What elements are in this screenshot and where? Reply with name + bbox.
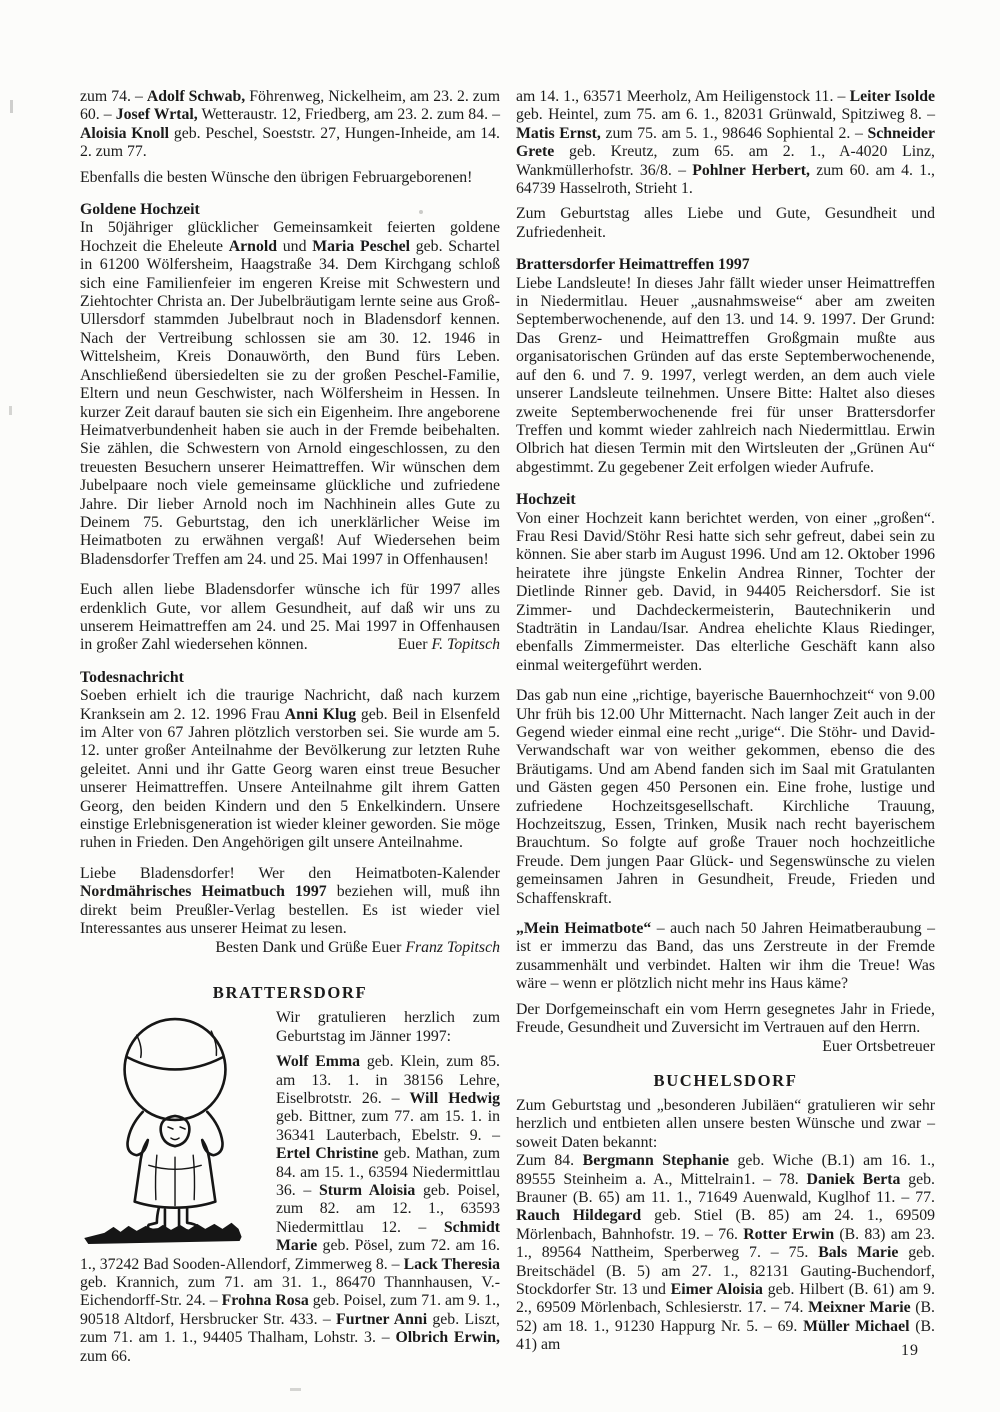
page-number: 19	[901, 1342, 919, 1359]
scan-artifact	[10, 100, 13, 113]
brattersdorf-birthdays-paragraph: Wolf Emma geb. Klein, zum 85. am 13. 1. in 38156 Lehre, Eiselbrotstr. 26. – Will Hedwig geb. Bittner, zum 77. am 15. 1. in 36341 Lauterbach, Ebelstr. 9. – Ertel Christine geb. Mathan, zum 84. am 15. 1., 63594 Niedermittlau 36. – Sturm Aloisia geb. Poisel, zum 82. am 12. 1., 63593 Niedermittlau 12. – Schmidt Marie geb. Pösel, zum 72. am 16. 1., 37242 Bad Sooden-Allendorf, Zimmerweg 8. – Lack Theresia geb. Krannich, zum 71. am 31. 1., 86470 Thannhausen, V.-Eichendorff-Str. 24. – Frohna Rosa geb. Poisel, zum 71. am 9. 1., 90518 Altdorf, Hersbrucker Str. 433. – Furtner Anni geb. Liszt, zum 71. am 1. 1., 94405 Thalham, Lohstr. 3. – Olbrich Erwin, zum 66.	[80, 1053, 501, 1365]
heimatbote-paragraph: „Mein Heimatbote“ – auch nach 50 Jahren Heimatberaubung – ist er immerzu das Band, das uns Zerstreute in der Fremde zusammenhält und verbindet. Halten wir ihm die Treue! Was wäre – wenn er plötzlich nicht mehr ins Haus käme?	[516, 920, 935, 993]
blessing-text: Der Dorfgemeinschaft ein vom Herrn gesegnetes Jahr in Friede, Freude, Gesundheit und Zuversicht im Vertrauen auf den Herrn.	[516, 1000, 935, 1037]
heimattreffen-heading: Brattersdorfer Heimattreffen 1997	[516, 256, 750, 274]
atlas-figure-illustration	[80, 1013, 266, 1245]
january-birthdays-continued-paragraph: am 14. 1., 63571 Meerholz, Am Heiligenstock 11. – Leiter Isolde geb. Heintel, zum 75. am 6. 1., 82031 Grünwald, Spitziweg 8. – Matis Ernst, zum 75. am 5. 1., 98646 Sophiental 2. – Schneider Grete geb. Kreutz, zum 65. am 2. 1., A-4020 Linz, Wankmüllerhofstr. 36/8. – Pohlner Herbert, zum 60. am 4. 1., 64739 Hasselroth, Strieht 1.	[516, 88, 936, 198]
birthday-wishes-paragraph: Zum Geburtstag alles Liebe und Gute, Gesundheit und Zufriedenheit.	[516, 205, 935, 241]
right-column	[516, 88, 935, 1355]
scan-artifact	[9, 406, 12, 415]
buchelsdorf-birthdays-paragraph: Zum 84. Bergmann Stephanie geb. Wiche (B.1) am 16. 1., 89555 Steinheim a. A., Mittelrain1. – 78. Daniek Berta geb. Brauner (B. 65) am 11. 1., 71649 Auenwald, Kuglhof 11. – 77. Rauch Hildegard geb. Stiel (B. 85) am 24. 1., 69509 Mörlenbach, Bahnhofstr. 19. – 76. Rotter Erwin (B. 83) am 23. 1., 89564 Nattheim, Sperberweg 7. – 75. Bals Marie geb. Breitschädel (B. 5) am 27. 1., 82131 Gauting-Buchendorf, Stockdorfer Str. 13 und Eimer Aloisia geb. Hilbert (B. 61) am 9. 2., 69509 Mörlenbach, Schlesierstr. 17. – 74. Meixner Marie (B. 52) am 18. 1., 91230 Happurg Nr. 5. – 69. Müller Michael (B. 41) am	[516, 1152, 936, 1354]
ortsbetreuer-signature: Euer Ortsbetreuer	[822, 1037, 935, 1055]
thanks-signature-line: Besten Dank und Grüße Euer Franz Topitsch	[215, 939, 500, 957]
february-wishes-paragraph: Ebenfalls die besten Wünsche den übrigen Februargeborenen!	[80, 168, 473, 186]
death-notice-heading: Todesnachricht	[80, 668, 184, 686]
scan-artifact	[290, 1388, 301, 1391]
hochzeit-paragraph-1: Von einer Hochzeit kann berichtet werden, von einer „großen“. Frau Resi David/Stöhr Resi hatte sich sehr gefreut, dabei sein zu können. Sie aber starb im August 1996. Und am 12. Oktober 1996 heiratete ihre jüngste Enkelin Andrea Rinner, Tochter der Dietlinde Rinner geb. David, in 94405 Reichersdorf. Sie ist Zimmer- und Dachdeckermeisterin, Bautechnikerin und Stadträtin in Landau/Isar. Andrea ehelichte Klaus Riedinger, ebenfalls Zimmermeister. Das elterliche Geschäft kann also einmal weitergeführt werden.	[516, 509, 935, 674]
newyear-wish-paragraph	[80, 581, 500, 655]
heimattreffen-paragraph: Liebe Landsleute! In dieses Jahr fällt wieder unser Heimattreffen in Niedermitlau. Heuer „ausnahmsweise“ aber am zweiten Septemberwochenende, auf den 13. und 14. 9. 1997. Der Grund: Das Grenz- und Heimattreffen Großgmain mußte aus organisatorischen Gründen auf das erste Septemberwochenende, auf den 6. und 7. 9. 1997, verlegt werden, an dem auch viele unserer Landsleute teilnehmen. Unsere Bitte: Haltet also dieses zweite Septemberwochenende frei für unser Brattersdorfer Treffen und kommt wieder zahlreich nach Niedermittlau. Erwin Olbrich hat diesen Termin mit den Wirtsleuten der „Grünen Au“ abgestimmt. Zu gegebener Zeit erfolgen wieder Aufrufe.	[516, 274, 935, 476]
hochzeit-heading: Hochzeit	[516, 491, 576, 509]
carryover-birthdays-paragraph: zum 74. – Adolf Schwab, Föhrenweg, Nickelheim, am 23. 2. zum 60. – Josef Wrtal, Wetteraustr. 12, Friedberg, am 23. 2. zum 84. – Aloisia Knoll geb. Peschel, Soeststr. 27, Hungen-Inheide, am 14. 2. zum 77.	[80, 88, 501, 161]
buchelsdorf-intro-paragraph: Zum Geburtstag und „besonderen Jubiläen“ gratulieren wir sehr herzlich und entbieten allen unsere besten Wünsche und zwar – soweit Daten bekannt:	[516, 1096, 935, 1151]
golden-wedding-paragraph: In 50jähriger glücklicher Gemeinsamkeit feierten goldene Hochzeit die Eheleute Arnold und Maria Peschel geb. Schartel in 61200 Wölfersheim, Haagstraße 34. Dem Kirchgang schloß sich eine Familienfeier im engeren Kreise mit Schwestern und Ziehtochter Christa an. Der Jubelbräutigam lernte seine aus Groß-Ullersdorf stammden Jubelbraut noch in Bladensdorf kennen. Nach der Vertreibung schlossen sie am 30. 12. 1946 in Wittelsheim, Kreis Donauwörth, den Bund fürs Leben. Anschließend übersiedelten sie zu der großen Peschel-Familie, Eltern und neun Geschwister, nach Wölfersheim in Hessen. In kurzer Zeit darauf bauten sie sich ein Eigenheim. Ihre angeborene Heimatverbundenheit haben sie auch in der Fremde beibehalten. Sie zählen, die Schwestern von Arnold eingeschlossen, zu den treuesten Besuchern unserer Heimattreffen. Wir wünschen dem Jubelpaare noch viele gemeinsame glückliche und zufriedene Jahre. Dir lieber Arnold noch im Nachhinein alles Gute zu Deinem 75. Geburtstag, den ich unerklärlicher Weise im Heimatboten zu erwähnen vergaß! Auf Wiedersehen beim Bladensdorfer Treffen am 24. und 25. Mai 1997 in Offenhausen!	[80, 219, 501, 568]
hochzeit-paragraph-2: Das gab nun eine „richtige, bayerische Bauernhochzeit“ von 9.00 Uhr früh bis 12.00 Uhr Mitternacht. Nach langer Zeit auch in der Gegend wieder einmal eine recht „urige“. Die Stöhr- und David-Verwandschaft war von weither gekommen, ebenso die des Bräutigams. Und am Abend fanden sich im Saal mit Gratulanten und Gästen gegen 450 Personen ein. Eine frohe, lustige und zufriedene Hochzeitsgesellschaft. Kirchliche Trauung, Hochzeitszug, Essen, Trinken, Musik nach recht bayerischem Brauchtum. So folgte auf große Trauer noch hochzeitliche Freude. Dem jungen Paar Glück- und Segenswünsche zu vielen gemeinsamen Jahren in Gesundheit, Freude, Frieden und Schaffenskraft.	[516, 687, 935, 907]
left-column	[80, 88, 500, 1366]
newyear-wish-text: Euch allen liebe Bladensdorfer wünsche ich für 1997 alles erdenklich Gute, vor allem Gesundheit, auf daß wir uns zu unserem Heimattreffen am 24. und 25. Mai 1997 in Offenhausen in großer Zahl wiedersehen können.	[80, 581, 500, 654]
brattersdorf-intro-paragraph: Wir gratulieren herzlich zum Geburtstag im Jänner 1997:	[276, 1009, 500, 1045]
buchelsdorf-heading: BUCHELSDORF	[653, 1070, 798, 1090]
blessing-paragraph	[516, 1000, 935, 1055]
death-notice-paragraph: Soeben erhielt ich die traurige Nachricht, daß nach kurzem Kranksein am 2. 12. 1996 Frau Anni Klug geb. Beil in Elsenfeld im Alter von 67 Jahren plötzlich verstorben sei. Sie wurde am 5. 12. unter großer Anteilnahme der Bevölkerung zur letzten Ruhe geleitet. Anni und ihr Gatte Georg waren einst treue Besucher unserer Heimattreffen. Unsere Anteilnahme gilt ihrem Gatten Georg, den beiden Kindern und den 5 Enkelkindern. Unsere einstige Erlebnisgeneration ist wieder kleiner geworden. Sie möge ruhen in Frieden. Den Angehörigen gilt unsere Anteilnahme.	[80, 687, 500, 852]
calendar-note-paragraph: Liebe Bladensdorfer! Wer den Heimatboten-Kalender Nordmährisches Heimatbuch 1997 beziehen will, muß ihn direkt beim Preußler-Verlag bestellen. Es ist wieder viel Interessantes aus unserer Heimat zu lesen.	[80, 864, 500, 938]
golden-wedding-heading: Goldene Hochzeit	[80, 201, 200, 219]
topitsch-signature: Euer F. Topitsch	[397, 636, 500, 654]
brattersdorf-section	[80, 1009, 500, 1366]
brattersdorf-heading: BRATTERSDORF	[212, 982, 368, 1002]
